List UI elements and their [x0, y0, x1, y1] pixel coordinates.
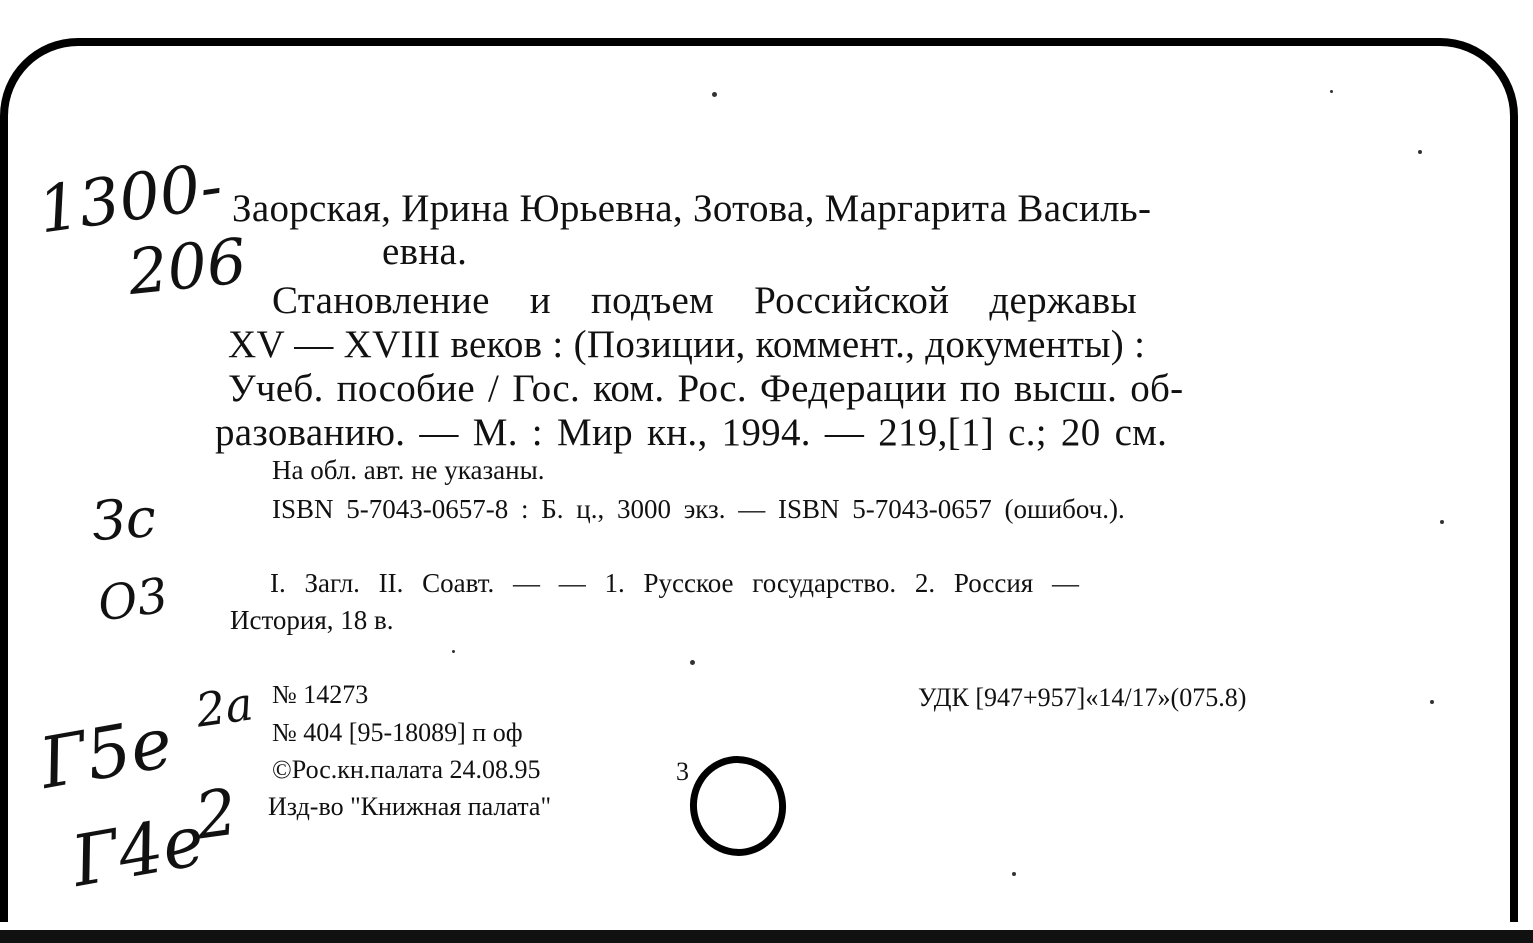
publisher-line: Изд-во "Книжная палата": [268, 792, 552, 821]
card-number-1: № 14273: [272, 680, 369, 709]
subjects-line-2: История, 18 в.: [230, 605, 394, 635]
note-line: На обл. авт. не указаны.: [272, 455, 545, 485]
handwritten-call-number-top: 1300-: [33, 149, 227, 249]
handwritten-mark-zs: Зс: [89, 485, 159, 554]
handwritten-mark-g5e: Г5е: [33, 701, 179, 805]
title-line-2: XV — XVIII веков : (Позиции, коммент., документы) :: [228, 323, 1146, 366]
udk-code: УДК [947+957]«14/17»(075.8): [918, 683, 1247, 712]
handwritten-mark-2a: 2а: [192, 676, 257, 738]
ink-speck: [712, 92, 717, 97]
card-number-2: № 404 [95-18089] п оф: [272, 718, 523, 747]
card-bottom-edge: [0, 930, 1533, 943]
ink-speck: [1418, 150, 1422, 154]
title-line-1: Становление и подъем Российской державы: [272, 279, 1137, 322]
handwritten-call-number-bottom: 206: [124, 224, 250, 309]
isbn-line: ISBN 5-7043-0657-8 : Б. ц., 3000 экз. — ISBN 5-7043-0657 (ошибоч.).: [272, 494, 1125, 524]
ink-speck: [1330, 90, 1333, 93]
seal-digit: 3: [676, 757, 689, 786]
subjects-line-1: I. Загл. II. Соавт. — — 1. Русское государство. 2. Россия —: [270, 568, 1079, 598]
ink-speck: [1012, 872, 1016, 876]
ink-speck: [452, 650, 455, 653]
title-line-4: разованию. — М. : Мир кн., 1994. — 219,[1] с.; 20 см.: [215, 411, 1168, 454]
title-line-3: Учеб. пособие / Гос. ком. Рос. Федерации по высш. об-: [228, 367, 1184, 410]
ink-speck: [690, 660, 695, 665]
copyright-line: ©Рос.кн.палата 24.08.95: [272, 755, 541, 784]
handwritten-mark-o3: О3: [94, 567, 172, 633]
handwritten-mark-g4e: Г4е: [65, 799, 211, 903]
handwritten-mark-2: 2: [191, 775, 242, 855]
authors-line-1: Заорская, Ирина Юрьевна, Зотова, Маргарита Василь-: [232, 187, 1152, 230]
ink-speck: [1430, 700, 1434, 704]
authors-line-2: евна.: [382, 230, 468, 273]
ink-speck: [1440, 520, 1444, 524]
